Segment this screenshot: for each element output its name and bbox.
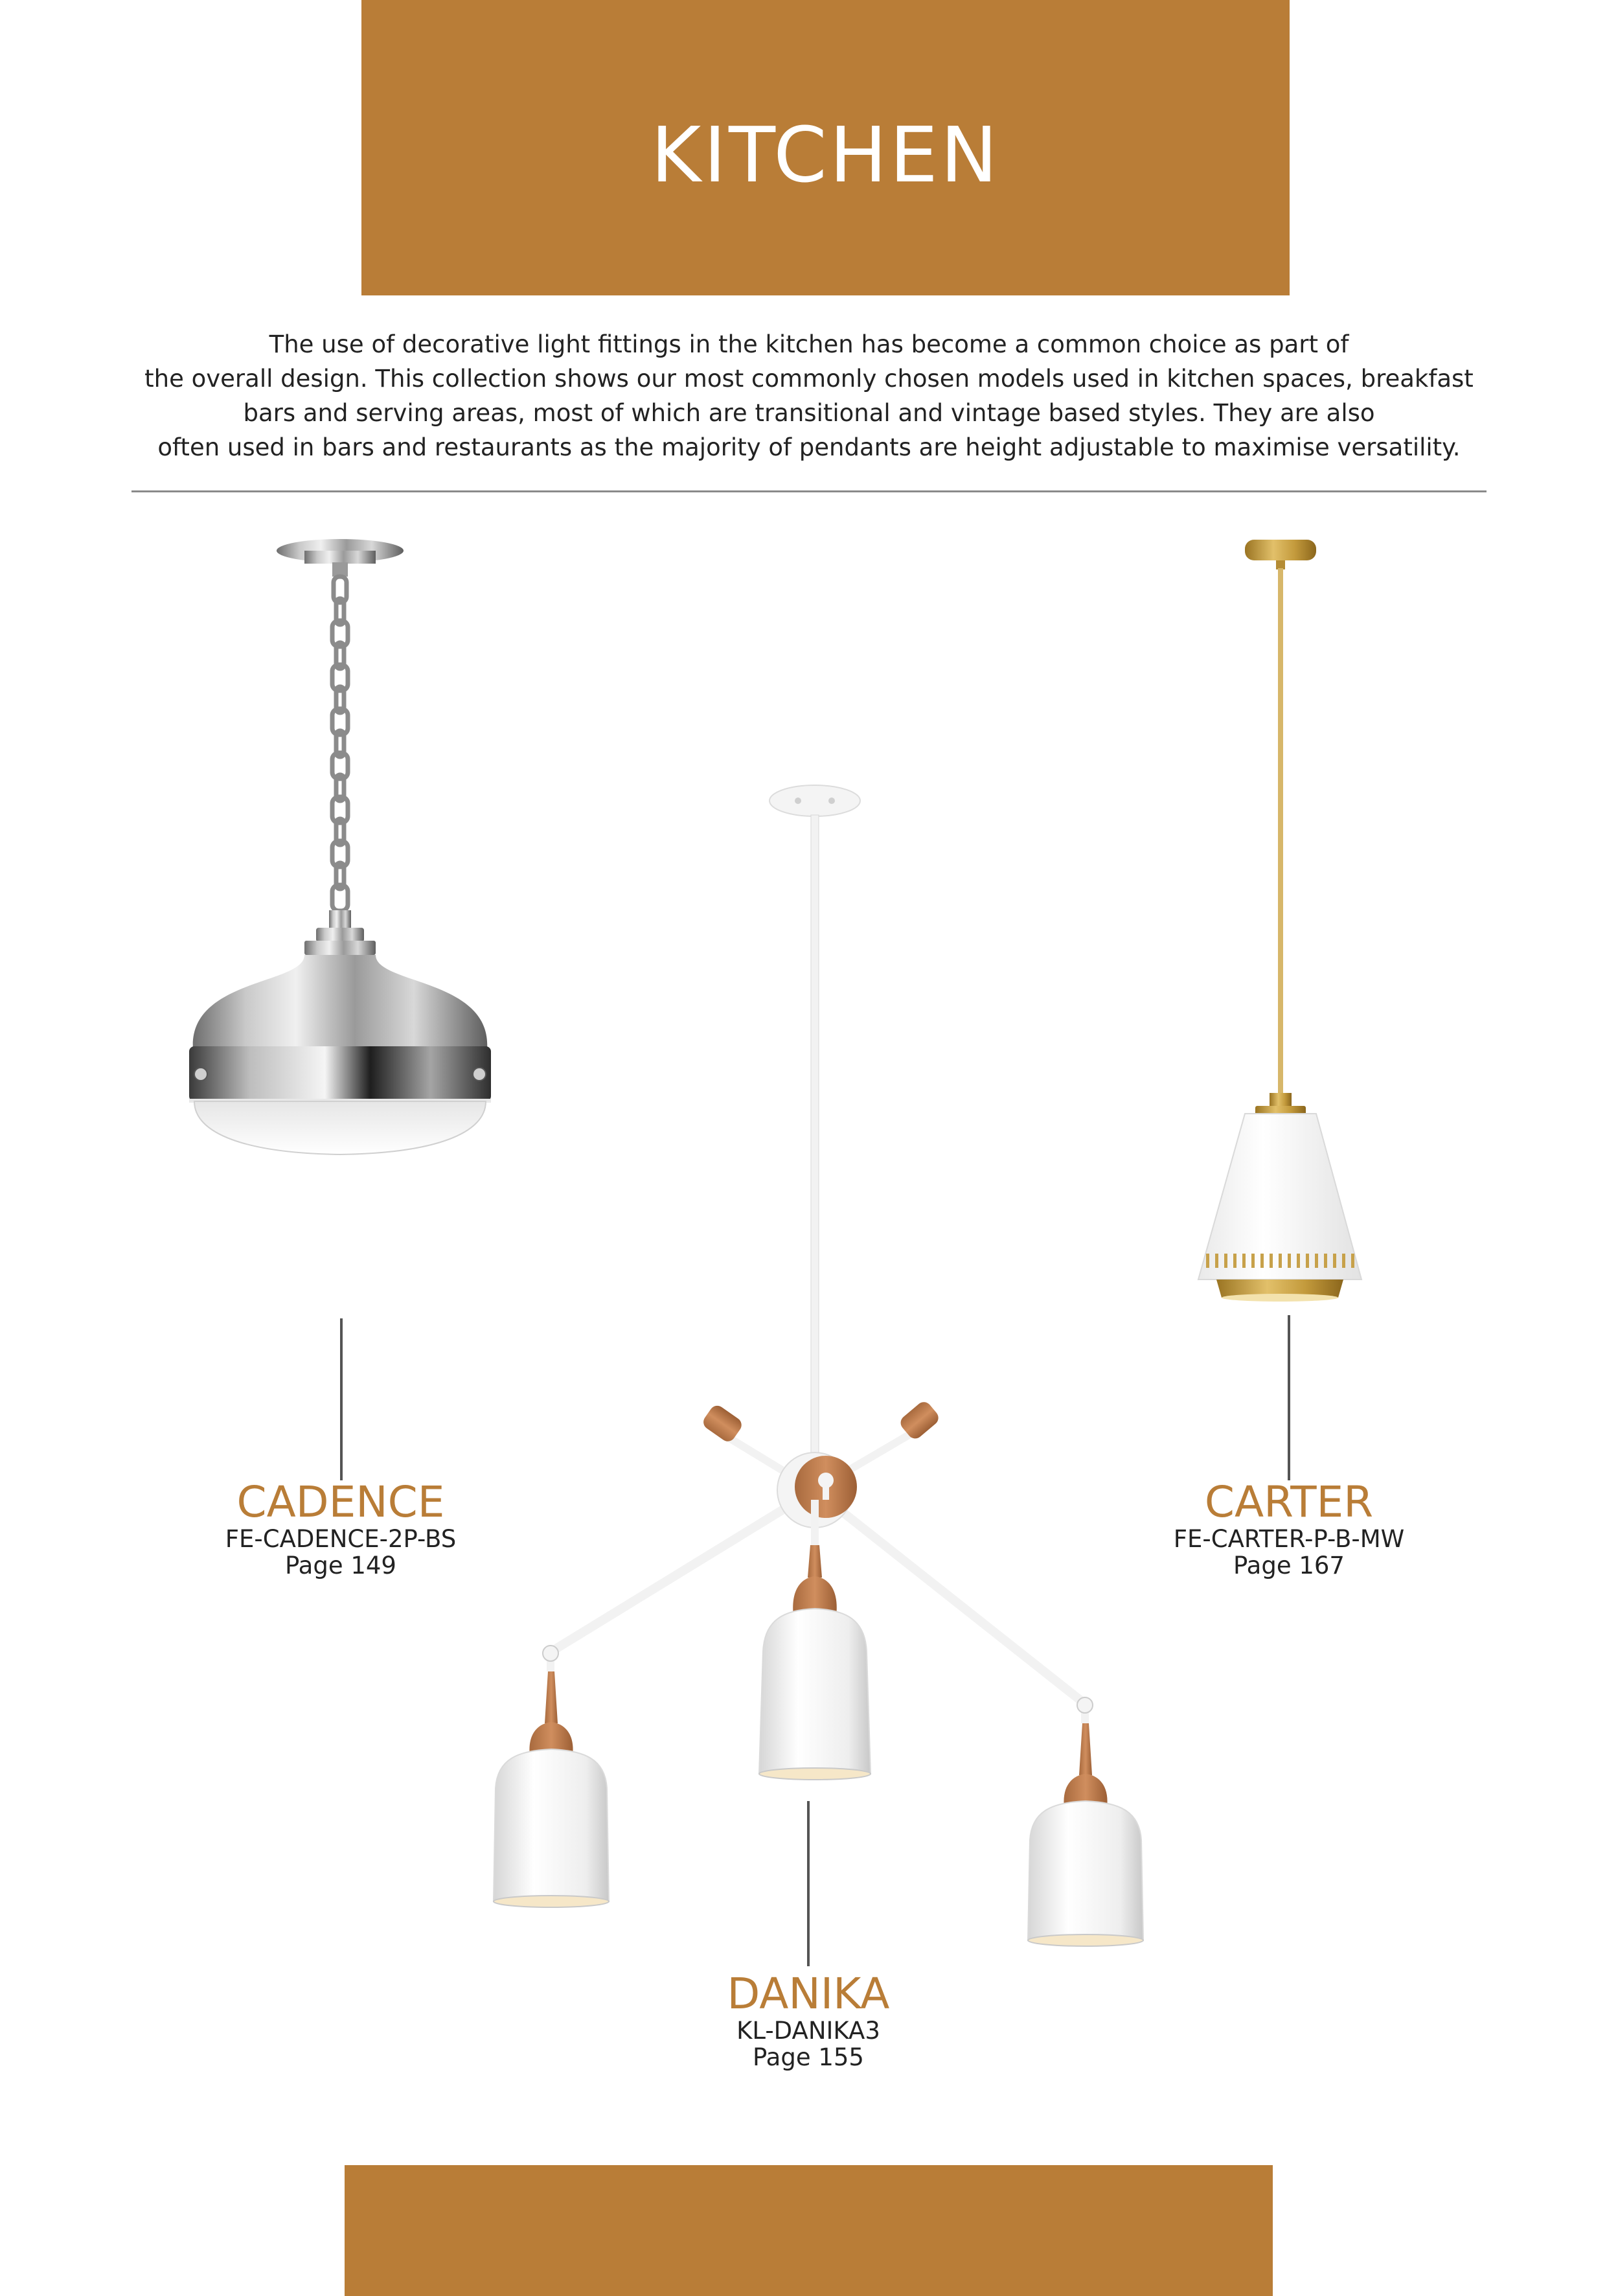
intro-line: The use of decorative light fittings in the kitchen has become a common choice as part of — [269, 330, 1349, 358]
footer-banner — [345, 2165, 1273, 2296]
carter-pendant-image — [1185, 534, 1380, 1325]
intro-line: bars and serving areas, most of which are transitional and vintage based styles. They are also — [243, 399, 1375, 427]
product-code: KL-DANIKA3 — [736, 2017, 880, 2045]
divider — [131, 490, 1487, 492]
product-name: DANIKA — [727, 1969, 890, 2019]
intro-line: the overall design. This collection shows our most commonly chosen models used in kitchen spaces, breakfast — [144, 365, 1474, 393]
page-title: KITCHEN — [650, 110, 1001, 200]
danika-chandelier-image — [479, 771, 1146, 1937]
danika-label — [614, 1971, 1003, 2071]
intro-line: often used in bars and restaurants as the majority of pendants are height adjustable to maximise versatility. — [157, 433, 1461, 461]
product-name: CADENCE — [236, 1477, 445, 1527]
intro-paragraph — [97, 327, 1521, 465]
product-code: FE-CADENCE-2P-BS — [225, 1525, 457, 1553]
carter-leader-line — [1288, 1315, 1290, 1480]
cadence-label — [146, 1479, 535, 1579]
title-banner — [361, 0, 1290, 295]
product-page: Page 149 — [285, 1552, 396, 1579]
danika-leader-line — [807, 1801, 810, 1966]
cadence-leader-line — [340, 1318, 343, 1480]
cadence-pendant-image — [175, 531, 512, 1322]
product-name: CARTER — [1204, 1477, 1374, 1527]
product-page: Page 155 — [753, 2043, 864, 2071]
product-page: Page 167 — [1233, 1552, 1345, 1579]
carter-label — [1095, 1479, 1483, 1579]
product-code: FE-CARTER-P-B-MW — [1173, 1525, 1405, 1553]
